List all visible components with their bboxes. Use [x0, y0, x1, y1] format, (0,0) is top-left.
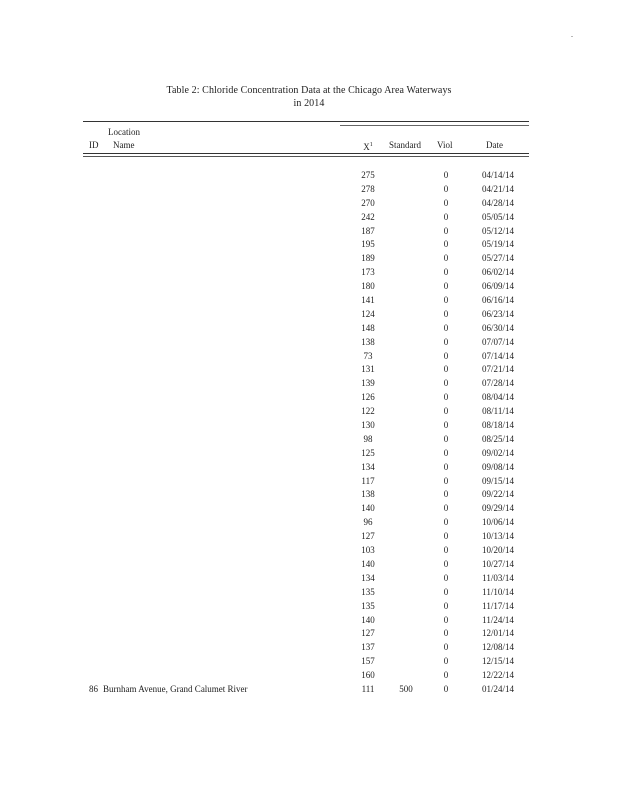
header-x-superscript: 1 — [369, 142, 373, 148]
cell-x: 173 — [361, 267, 375, 278]
cell-x: 189 — [361, 253, 375, 264]
table-row — [0, 641, 618, 655]
cell-date: 07/14/14 — [481, 350, 514, 361]
cell-x: 98 — [363, 433, 373, 444]
cell-viol: 0 — [443, 308, 449, 319]
cell-x: 141 — [361, 295, 375, 306]
cell-x: 103 — [361, 545, 375, 556]
cell-date: 07/28/14 — [481, 378, 514, 389]
table-row — [0, 544, 618, 558]
cell-viol: 0 — [443, 406, 449, 417]
cell-viol: 0 — [443, 281, 449, 292]
cell-x: 117 — [361, 475, 375, 486]
cell-viol: 0 — [443, 392, 449, 403]
table-row — [0, 183, 618, 197]
cell-x: 131 — [361, 364, 375, 375]
table-row — [0, 502, 618, 516]
header-viol: Viol — [437, 140, 453, 150]
cell-date: 07/07/14 — [481, 336, 514, 347]
table-row — [0, 433, 618, 447]
table-row — [0, 655, 618, 669]
cell-x: 127 — [361, 628, 375, 639]
cell-date: 10/06/14 — [481, 517, 514, 528]
cell-viol: 0 — [443, 295, 449, 306]
page-mark: . — [571, 30, 573, 39]
cell-date: 09/02/14 — [481, 447, 514, 458]
cell-date: 11/10/14 — [482, 586, 514, 597]
cell-date: 09/15/14 — [481, 475, 514, 486]
cell-date: 10/20/14 — [481, 545, 514, 556]
cell-viol: 0 — [443, 545, 449, 556]
cell-date: 12/15/14 — [481, 656, 514, 667]
table-row — [0, 683, 618, 697]
table-row — [0, 252, 618, 266]
cell-viol: 0 — [443, 239, 449, 250]
cell-viol: 0 — [443, 433, 449, 444]
cell-x: 139 — [361, 378, 375, 389]
cell-viol: 0 — [443, 253, 449, 264]
cell-viol: 0 — [443, 503, 449, 514]
cell-id: 86 — [89, 683, 98, 694]
header-date: Date — [486, 140, 503, 150]
table-row — [0, 322, 618, 336]
table-row — [0, 336, 618, 350]
header-name: Name — [113, 140, 135, 150]
table-row — [0, 488, 618, 502]
cell-x: 140 — [361, 558, 375, 569]
table-row — [0, 294, 618, 308]
table-row — [0, 197, 618, 211]
cell-viol: 0 — [443, 628, 449, 639]
table-row — [0, 447, 618, 461]
cell-x: 148 — [361, 322, 375, 333]
cell-x: 122 — [361, 406, 375, 417]
cell-viol: 0 — [443, 475, 449, 486]
cell-x: 275 — [361, 170, 375, 180]
cell-x: 127 — [361, 531, 375, 542]
cell-date: 09/08/14 — [481, 461, 514, 472]
table-row — [0, 266, 618, 280]
header-bottom-rule-2 — [83, 156, 529, 157]
cell-date: 08/25/14 — [481, 433, 514, 444]
table-row — [0, 350, 618, 364]
cell-x: 137 — [361, 642, 375, 653]
cell-date: 08/04/14 — [481, 392, 514, 403]
cell-x: 125 — [361, 447, 375, 458]
cell-x: 140 — [361, 503, 375, 514]
cell-date: 08/11/14 — [482, 406, 514, 417]
table-row — [0, 558, 618, 572]
header-x: $X^1$ — [363, 142, 373, 152]
cell-x: 73 — [363, 350, 373, 361]
table-row — [0, 669, 618, 683]
table-top-rule — [83, 121, 529, 122]
table-row — [0, 391, 618, 405]
cell-viol: 0 — [443, 170, 449, 180]
cell-viol: 0 — [443, 600, 449, 611]
cell-x: 187 — [361, 225, 375, 236]
cell-x: 195 — [361, 239, 375, 250]
cell-viol: 0 — [443, 656, 449, 667]
cell-viol: 0 — [443, 572, 449, 583]
cell-date: 11/24/14 — [482, 614, 514, 625]
table-row — [0, 169, 618, 183]
cell-viol: 0 — [443, 683, 449, 694]
cell-date: 08/18/14 — [481, 420, 514, 431]
cell-date: 05/27/14 — [481, 253, 514, 264]
cell-x: 180 — [361, 281, 375, 292]
table-row — [0, 461, 618, 475]
header-bottom-rule — [83, 153, 529, 154]
cell-date: 12/01/14 — [481, 628, 514, 639]
cell-x: 126 — [361, 392, 375, 403]
table-body — [0, 169, 618, 697]
cell-date: 06/23/14 — [481, 308, 514, 319]
cell-x: 134 — [361, 572, 375, 583]
cell-x: 160 — [361, 670, 375, 681]
cell-viol: 0 — [443, 614, 449, 625]
table-row — [0, 405, 618, 419]
table-row — [0, 516, 618, 530]
table-row — [0, 225, 618, 239]
table-row — [0, 627, 618, 641]
table-row — [0, 600, 618, 614]
table-row — [0, 238, 618, 252]
cell-date: 09/22/14 — [481, 489, 514, 500]
cell-date: 10/27/14 — [481, 558, 514, 569]
cell-name: Burnham Avenue, Grand Calumet River — [103, 683, 248, 694]
cell-x: 138 — [361, 489, 375, 500]
table-title: Table 2: Chloride Concentration Data at the Chicago Area Waterways — [166, 85, 452, 96]
cell-x: 124 — [361, 308, 375, 319]
table-row — [0, 572, 618, 586]
table-row — [0, 308, 618, 322]
cell-viol: 0 — [443, 447, 449, 458]
cell-date: 05/05/14 — [481, 211, 514, 222]
cell-x: 130 — [361, 420, 375, 431]
cell-date: 09/29/14 — [481, 503, 514, 514]
cell-date: 05/12/14 — [481, 225, 514, 236]
cell-viol: 0 — [443, 531, 449, 542]
cell-viol: 0 — [443, 670, 449, 681]
cell-viol: 0 — [443, 211, 449, 222]
cell-date: 05/19/14 — [481, 239, 514, 250]
cell-viol: 0 — [443, 183, 449, 194]
cell-date: 12/22/14 — [481, 670, 514, 681]
cell-date: 06/16/14 — [481, 295, 514, 306]
cell-viol: 0 — [443, 461, 449, 472]
table-row — [0, 475, 618, 489]
cell-viol: 0 — [443, 322, 449, 333]
cell-viol: 0 — [443, 489, 449, 500]
cell-viol: 0 — [443, 642, 449, 653]
cell-x: 96 — [363, 517, 373, 528]
header-standard: Standard — [389, 140, 421, 150]
cell-date: 04/21/14 — [481, 183, 514, 194]
cell-x: 270 — [361, 197, 375, 208]
cell-date: 04/14/14 — [481, 170, 514, 180]
cell-x: 111 — [361, 683, 375, 694]
table-row — [0, 377, 618, 391]
table-row — [0, 530, 618, 544]
cell-date: 12/08/14 — [481, 642, 514, 653]
cell-date: 01/24/14 — [481, 683, 514, 694]
cell-viol: 0 — [443, 267, 449, 278]
table-row — [0, 586, 618, 600]
cell-viol: 0 — [443, 586, 449, 597]
cell-x: 278 — [361, 183, 375, 194]
cell-x: 135 — [361, 586, 375, 597]
cell-x: 140 — [361, 614, 375, 625]
table-row — [0, 280, 618, 294]
cell-date: 06/30/14 — [481, 322, 514, 333]
cell-date: 04/28/14 — [481, 197, 514, 208]
cell-date: 11/17/14 — [482, 600, 514, 611]
cell-viol: 0 — [443, 350, 449, 361]
cell-standard: 500 — [399, 683, 413, 694]
cell-viol: 0 — [443, 364, 449, 375]
cell-viol: 0 — [443, 197, 449, 208]
table-row — [0, 363, 618, 377]
cell-x: 157 — [361, 656, 375, 667]
cell-date: 06/09/14 — [481, 281, 514, 292]
cell-viol: 0 — [443, 225, 449, 236]
cell-viol: 0 — [443, 336, 449, 347]
cell-date: 06/02/14 — [481, 267, 514, 278]
header-id: ID — [89, 140, 99, 150]
header-location: Location — [108, 127, 140, 137]
cell-x: 134 — [361, 461, 375, 472]
cell-date: 07/21/14 — [481, 364, 514, 375]
cell-date: 10/13/14 — [481, 531, 514, 542]
table-row — [0, 211, 618, 225]
cell-date: 11/03/14 — [482, 572, 514, 583]
table-group-rule — [340, 125, 529, 126]
table-title-year: in 2014 — [293, 98, 325, 109]
cell-viol: 0 — [443, 378, 449, 389]
cell-viol: 0 — [443, 420, 449, 431]
cell-x: 135 — [361, 600, 375, 611]
cell-viol: 0 — [443, 517, 449, 528]
table-row — [0, 419, 618, 433]
cell-x: 138 — [361, 336, 375, 347]
cell-viol: 0 — [443, 558, 449, 569]
cell-x: 242 — [361, 211, 375, 222]
table-row — [0, 614, 618, 628]
